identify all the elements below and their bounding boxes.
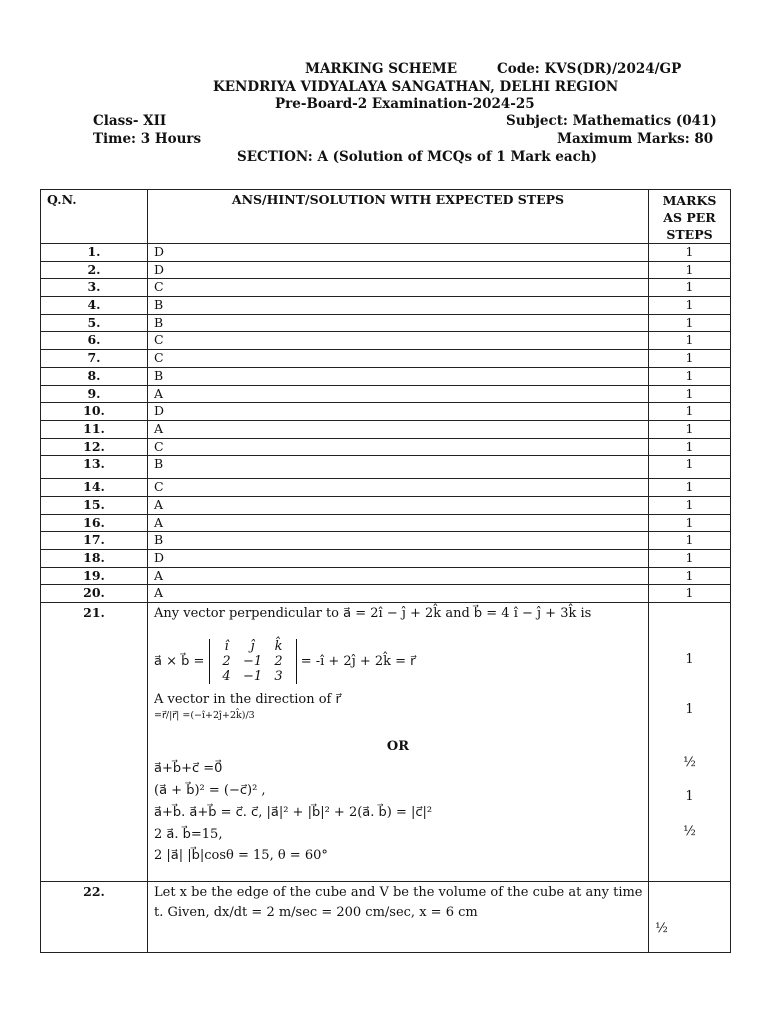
marks-cell: 1 — [649, 567, 731, 585]
table-row — [41, 244, 731, 262]
answer-cell: A — [148, 385, 649, 403]
det-cell: 2 — [274, 654, 283, 670]
q21-cross-product — [154, 639, 416, 684]
marks-cell: 1 — [649, 585, 731, 603]
marks-cell: 1 — [649, 385, 731, 403]
table-row — [41, 438, 731, 456]
marks-cell: 1 — [649, 420, 731, 438]
answer-cell: C — [148, 332, 649, 350]
answer-cell: D — [148, 403, 649, 421]
q21-line-3: A vector in the direction of r⃗ — [154, 692, 341, 708]
answer-cell: B — [148, 456, 649, 479]
table-row — [41, 567, 731, 585]
or-label: OR — [386, 739, 410, 755]
qn-cell: 4. — [41, 297, 148, 315]
answer-cell: C — [148, 279, 649, 297]
cross-lhs: a⃗ × b⃗ = — [154, 654, 205, 670]
table-row — [41, 279, 731, 297]
qn-cell: 14. — [41, 479, 148, 497]
table-row — [41, 350, 731, 368]
marking-table — [40, 189, 731, 953]
q21-mark: 1 — [685, 652, 694, 668]
time-label: Time: 3 Hours — [93, 131, 202, 147]
table-row — [41, 297, 731, 315]
qn-cell: 2. — [41, 261, 148, 279]
q21-mark: 1 — [685, 702, 694, 718]
table-row-q22 — [41, 882, 731, 953]
answer-cell: C — [148, 479, 649, 497]
det-cell: ĵ — [250, 639, 255, 655]
det-cell: k̂ — [274, 639, 283, 655]
marks-cell: 1 — [649, 279, 731, 297]
qn-cell: 19. — [41, 567, 148, 585]
marks-cell: 1 — [649, 332, 731, 350]
marks-cell-q21 — [649, 603, 731, 882]
doc-code: Code: KVS(DR)/2024/GP — [497, 61, 682, 77]
qn-cell: 1. — [41, 244, 148, 262]
answer-cell: D — [148, 261, 649, 279]
answer-cell: B — [148, 297, 649, 315]
answer-cell: A — [148, 496, 649, 514]
det-cell: 4 — [222, 669, 231, 685]
qn-cell: 21. — [41, 603, 148, 882]
table-row — [41, 532, 731, 550]
max-marks-label: Maximum Marks: 80 — [557, 131, 714, 147]
marks-cell: 1 — [649, 479, 731, 497]
marks-cell: 1 — [649, 550, 731, 568]
col-ans-header: ANS/HINT/SOLUTION WITH EXPECTED STEPS — [148, 190, 649, 244]
qn-cell: 8. — [41, 367, 148, 385]
answer-cell: D — [148, 244, 649, 262]
solution-cell-q21 — [148, 603, 649, 882]
answer-cell: A — [148, 567, 649, 585]
marks-cell: 1 — [649, 514, 731, 532]
solution-cell-q22 — [148, 882, 649, 953]
qn-cell: 16. — [41, 514, 148, 532]
q21-line-9: 2 |a⃗| |b⃗|cosθ = 15, θ = 60° — [154, 848, 328, 864]
qn-cell: 3. — [41, 279, 148, 297]
q21-line-4: =r⃗/|r⃗| =(−î+2ĵ+2k̂)/3 — [154, 710, 255, 722]
det-cell: î — [224, 639, 229, 655]
table-row — [41, 496, 731, 514]
doc-title: MARKING SCHEME — [305, 61, 458, 77]
marks-cell: 1 — [649, 403, 731, 421]
subject-label: Subject: Mathematics (041) — [506, 113, 717, 129]
table-row — [41, 585, 731, 603]
det-cell: −1 — [242, 669, 263, 685]
cross-rhs: = -î + 2ĵ + 2k̂ = r⃗ — [300, 654, 416, 670]
table-row — [41, 514, 731, 532]
qn-cell: 17. — [41, 532, 148, 550]
qn-cell: 20. — [41, 585, 148, 603]
answer-cell: B — [148, 367, 649, 385]
q21-mark: ½ — [683, 755, 696, 771]
table-row — [41, 456, 731, 479]
class-label: Class- XII — [93, 113, 167, 129]
marks-cell: 1 — [649, 297, 731, 315]
answer-cell: C — [148, 350, 649, 368]
marks-cell: 1 — [649, 350, 731, 368]
table-row-q21 — [41, 603, 731, 882]
table-row — [41, 261, 731, 279]
qn-cell: 9. — [41, 385, 148, 403]
qn-cell: 22. — [41, 882, 148, 953]
table-row — [41, 314, 731, 332]
table-row — [41, 403, 731, 421]
answer-cell: D — [148, 550, 649, 568]
q21-line-8: 2 a⃗. b⃗=15, — [154, 827, 223, 843]
table-row — [41, 550, 731, 568]
q22-line-2: t. Given, dx/dt = 2 m/sec = 200 cm/sec, x = 6 cm — [154, 905, 478, 921]
marks-cell: 1 — [649, 314, 731, 332]
qn-cell: 6. — [41, 332, 148, 350]
det-cell: −1 — [242, 654, 263, 670]
col-marks-header: MARKS AS PER STEPS — [649, 190, 731, 244]
marks-cell: 1 — [649, 456, 731, 479]
q21-line-1: Any vector perpendicular to a⃗ = 2î − ĵ + 2k̂ and b⃗ = 4 î − ĵ + 3k̂ is — [154, 606, 592, 622]
qn-cell: 13. — [41, 456, 148, 479]
answer-cell: B — [148, 532, 649, 550]
marks-cell: 1 — [649, 438, 731, 456]
marks-cell: 1 — [649, 244, 731, 262]
table-row — [41, 367, 731, 385]
answer-cell: A — [148, 585, 649, 603]
section-title: SECTION: A (Solution of MCQs of 1 Mark each) — [237, 149, 598, 165]
q21-line-7: a⃗+b⃗. a⃗+b⃗ = c⃗. c⃗, |a⃗|² + |b⃗|² + 2(a⃗. b⃗) = |c⃗|² — [154, 805, 433, 821]
qn-cell: 18. — [41, 550, 148, 568]
marks-cell: 1 — [649, 367, 731, 385]
table-row — [41, 420, 731, 438]
det-cell: 3 — [274, 669, 283, 685]
q21-mark: 1 — [685, 789, 694, 805]
table-row — [41, 479, 731, 497]
qn-cell: 11. — [41, 420, 148, 438]
marks-cell-q22 — [649, 882, 731, 953]
qn-cell: 15. — [41, 496, 148, 514]
q21-mark: ½ — [683, 824, 696, 840]
qn-cell: 10. — [41, 403, 148, 421]
table-row — [41, 332, 731, 350]
marks-cell: 1 — [649, 261, 731, 279]
answer-cell: B — [148, 314, 649, 332]
answer-cell: A — [148, 420, 649, 438]
qn-cell: 7. — [41, 350, 148, 368]
marks-cell: 1 — [649, 496, 731, 514]
q21-line-6: (a⃗ + b⃗)² = (−c⃗)² , — [154, 783, 266, 799]
q22-mark: ½ — [655, 921, 668, 937]
marks-cell: 1 — [649, 532, 731, 550]
answer-cell: A — [148, 514, 649, 532]
exam-name: Pre-Board-2 Examination-2024-25 — [275, 96, 535, 112]
determinant — [209, 639, 297, 684]
qn-cell: 12. — [41, 438, 148, 456]
det-cell: 2 — [222, 654, 231, 670]
answer-rows — [41, 244, 731, 603]
org-name: KENDRIYA VIDYALAYA SANGATHAN, DELHI REGION — [213, 79, 619, 95]
q22-line-1: Let x be the edge of the cube and V be the volume of the cube at any time — [154, 885, 643, 901]
answer-cell: C — [148, 438, 649, 456]
col-qn-header: Q.N. — [41, 190, 148, 244]
q21-line-5: a⃗+b⃗+c⃗ =0⃗ — [154, 761, 223, 777]
qn-cell: 5. — [41, 314, 148, 332]
table-row — [41, 385, 731, 403]
